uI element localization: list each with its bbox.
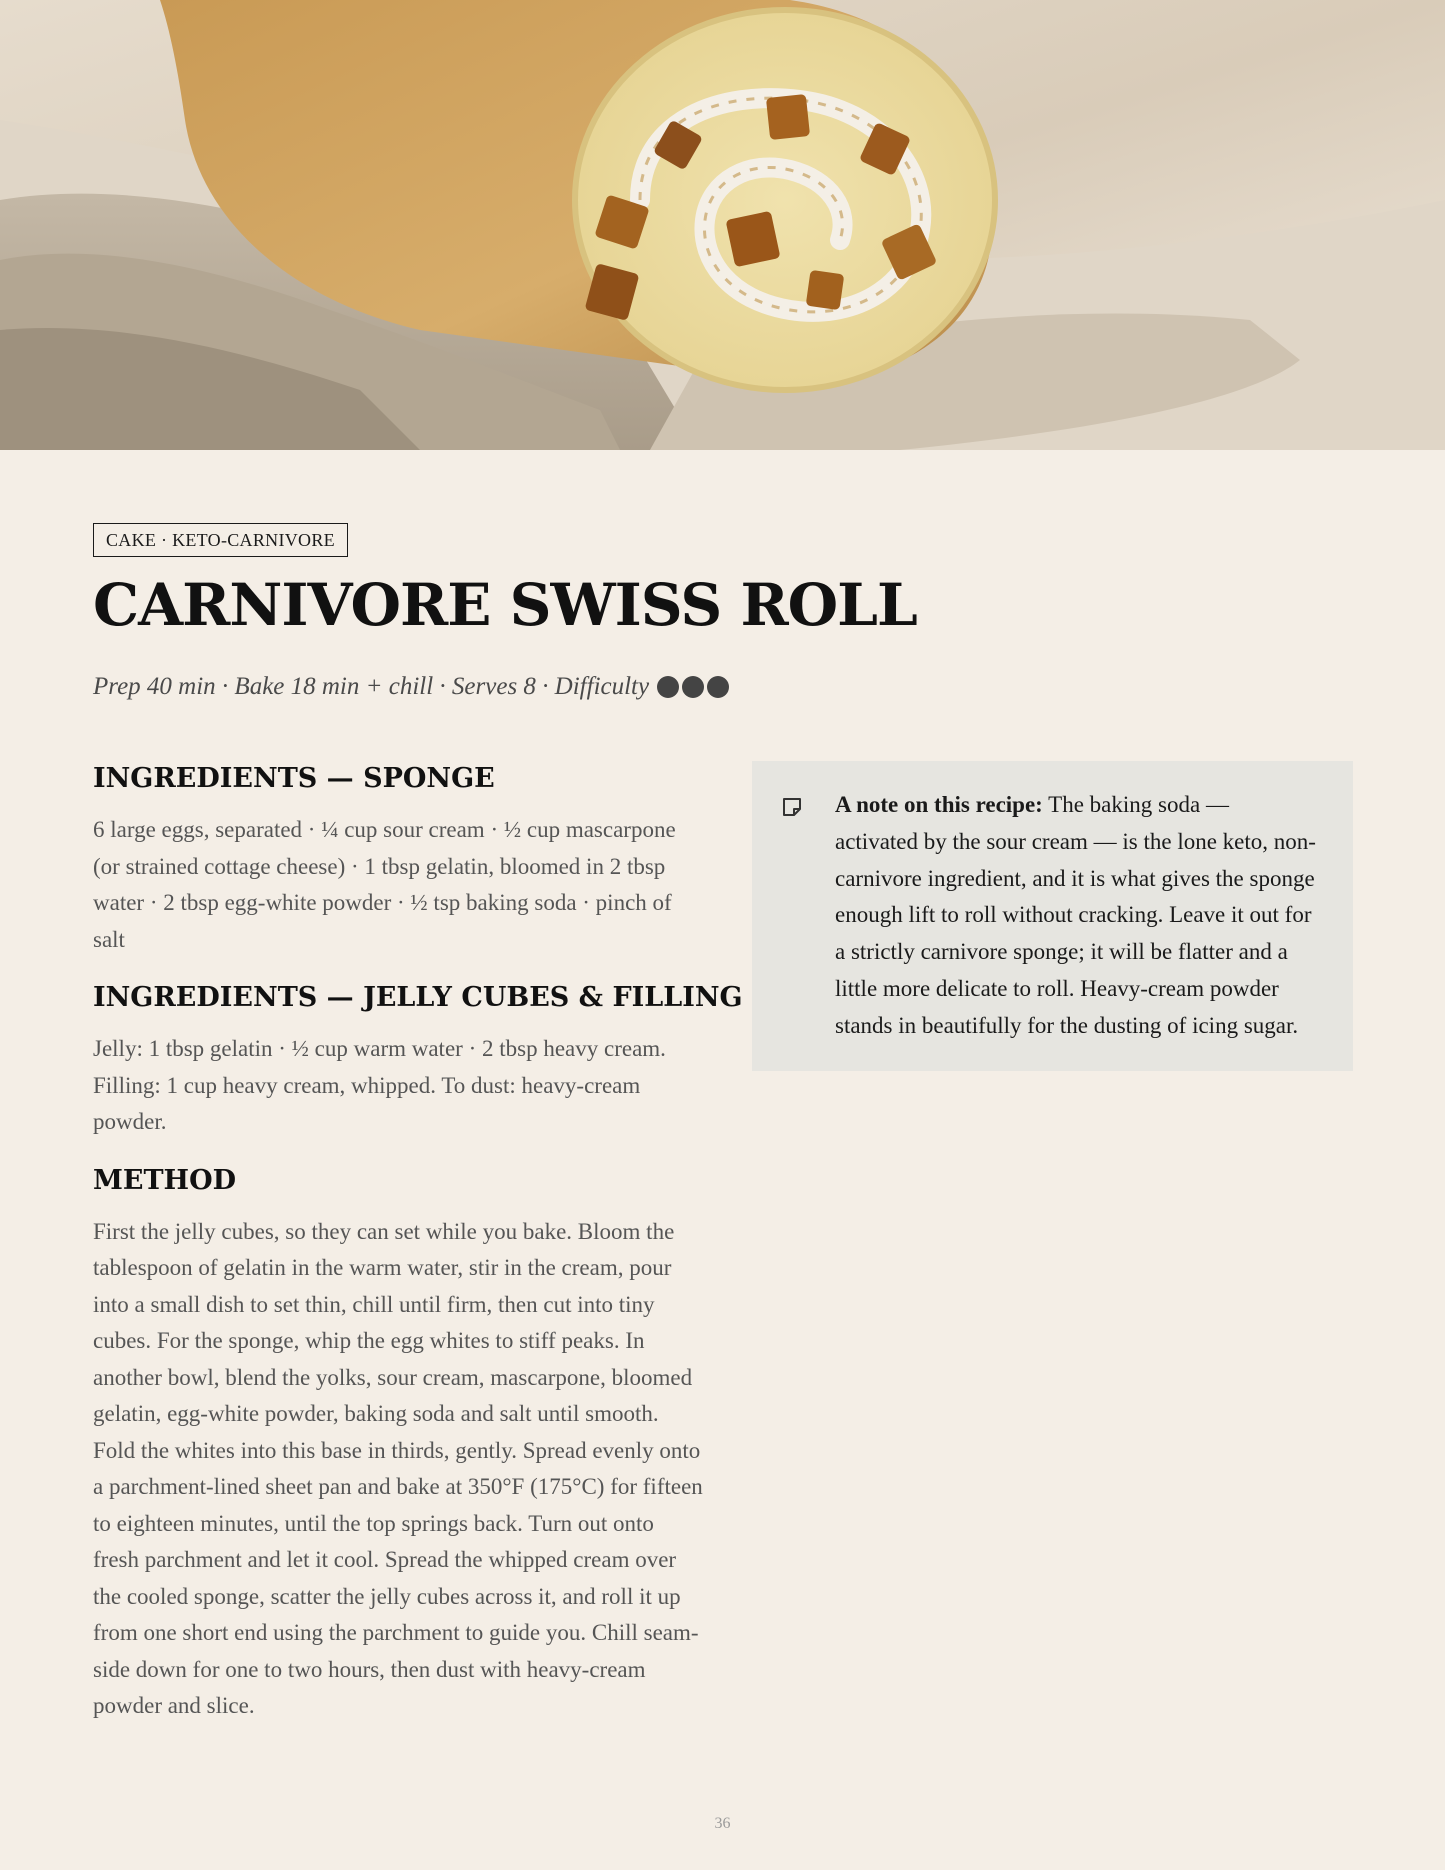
jelly-heading: INGREDIENTS — JELLY CUBES & FILLING — [93, 982, 743, 1014]
difficulty-dot — [682, 676, 704, 698]
category-tag: CAKE · KETO-CARNIVORE — [93, 523, 348, 557]
difficulty-rating — [657, 676, 729, 698]
method-text: First the jelly cubes, so they can set while you bake. Bloom the tablespoon of gelatin in the warm water, stir in the cream, pour into a small dish to set thin, chill until firm, then cut into tiny cubes. For the sponge, whip the egg whites to stiff peaks. In another bowl, blend the yolks, sour cream, mascarpone, bloomed gelatin, egg-white powder, baking soda and salt until smooth. Fold the whites into this base in thirds, gently. Spread evenly onto a parchment-lined sheet pan and bake at 350°F (175°C) for fifteen to eighteen minutes, until the top springs back. Turn out onto fresh parchment and let it cool. Spread the whipped cream over the cooled sponge, scatter the jelly cubes across it, and roll it up from one short end using the parchment to guide you. Chill seam-side down for one to two hours, then dust with heavy-cream powder and slice. — [93, 1218, 703, 1719]
note-lead: A note on this recipe: — [835, 792, 1043, 817]
swiss-roll-photo — [0, 0, 1445, 450]
difficulty-dot — [657, 676, 679, 698]
method-heading: METHOD — [93, 1164, 237, 1196]
difficulty-dot — [707, 676, 729, 698]
note-text — [835, 787, 1317, 1045]
sponge-ingredients: 6 large eggs, separated · ¼ cup sour cream · ½ cup mascarpone (or strained cottage cheese) · 1 tbsp gelatin, bloomed in 2 tbsp water · 2 tbsp egg-white powder · ½ tsp baking soda · pinch of salt — [93, 817, 676, 952]
hero-photo — [0, 0, 1445, 450]
sponge-heading: INGREDIENTS — SPONGE — [93, 763, 495, 794]
page-number: 36 — [714, 1815, 731, 1832]
note-icon — [780, 795, 804, 819]
recipe-content — [93, 523, 1353, 1719]
note-body: The baking soda — activated by the sour cream — is the lone keto, non-carnivore ingredient, and it is what gives the sponge enough lift to roll without cracking. Leave it out for a strictly carnivore sponge; it will be flatter and a little more delicate to roll. Heavy-cream powder stands in beautifully for the dusting of icing sugar. — [835, 792, 1316, 1038]
left-column — [93, 761, 743, 1725]
recipe-note — [752, 761, 1353, 1071]
right-column — [752, 761, 1353, 1071]
recipe-meta-text: Prep 40 min · Bake 18 min + chill · Serves 8 · Difficulty — [93, 672, 650, 700]
recipe-title: CARNIVORE SWISS ROLL — [93, 571, 917, 639]
jelly-ingredients: Jelly: 1 tbsp gelatin · ½ cup warm water · 2 tbsp heavy cream. Filling: 1 cup heavy cream, whipped. To dust: heavy-cream powder. — [93, 1036, 666, 1135]
recipe-meta — [93, 673, 1353, 701]
